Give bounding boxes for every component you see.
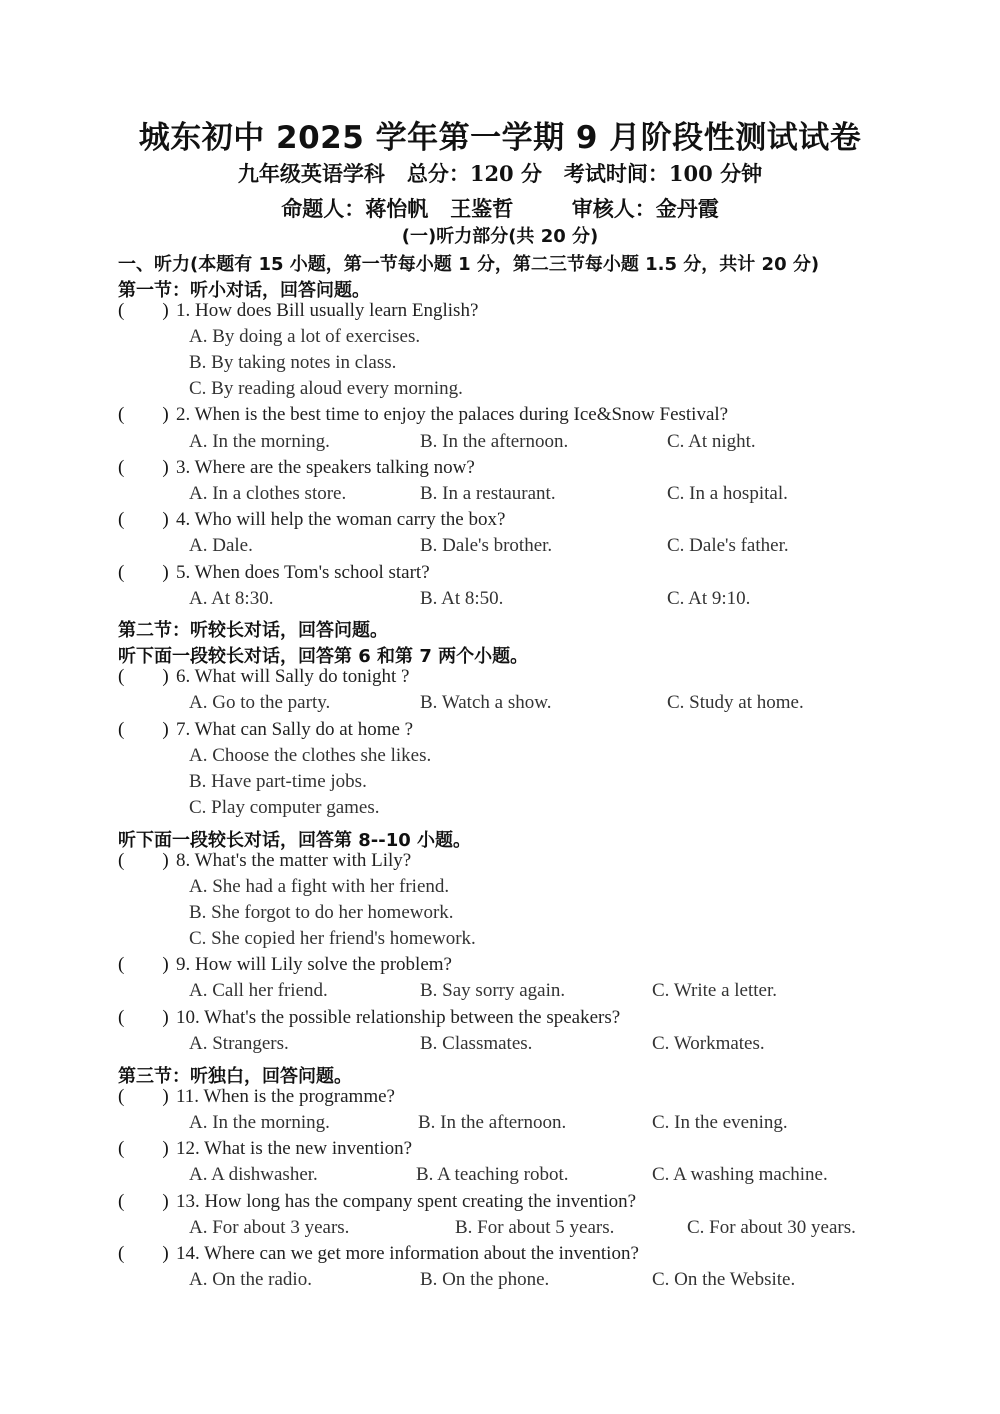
q1-option-c: C. By reading aloud every morning. [189,378,463,399]
q10-option-c: C. Workmates. [652,1033,765,1054]
q14-option-a: A. On the radio. [189,1269,312,1290]
q6-option-b: B. Watch a show. [420,692,552,713]
part-heading: (一)听力部分(共 20 分) [401,226,599,247]
q9-option-a: A. Call her friend. [189,980,328,1001]
q12-option-b: B. A teaching robot. [416,1164,569,1185]
q12-option-c: C. A washing machine. [652,1164,828,1185]
q11-option-b: B. In the afternoon. [418,1112,567,1133]
q1-option-b: B. By taking notes in class. [189,352,397,373]
q3-option-c: C. In a hospital. [667,483,788,504]
q5-option-a: A. At 8:30. [189,588,274,609]
q9-option-b: B. Say sorry again. [420,980,566,1001]
q9-option-c: C. Write a letter. [652,980,777,1001]
q11-option-a: A. In the morning. [189,1112,330,1133]
answer-blank[interactable]: ( ) [118,300,169,321]
subsection-heading-2: 第二节：听较长对话，回答问题。 [118,620,388,641]
question-5: 5. When does Tom's school start? [176,562,430,583]
q8-option-a: A. She had a fight with her friend. [189,876,450,897]
q4-option-b: B. Dale's brother. [420,535,553,556]
q14-option-c: C. On the Website. [652,1269,796,1290]
q3-option-a: A. In a clothes store. [189,483,347,504]
question-10: 10. What's the possible relationship between the speakers? [176,1007,621,1028]
question-8: 8. What's the matter with Lily? [176,850,412,871]
q8-option-b: B. She forgot to do her homework. [189,902,454,923]
q5-option-b: B. At 8:50. [420,588,504,609]
subsection-instruction-2a: 听下面一段较长对话，回答第 6 和第 7 两个小题。 [118,646,529,667]
q11-option-c: C. In the evening. [652,1112,788,1133]
q14-option-b: B. On the phone. [420,1269,550,1290]
subsection-heading-1: 第一节：听小对话，回答问题。 [118,280,370,301]
question-3: 3. Where are the speakers talking now? [176,457,475,478]
answer-blank[interactable]: ( ) [118,1138,169,1159]
q10-option-a: A. Strangers. [189,1033,289,1054]
question-6: 6. What will Sally do tonight ? [176,666,410,687]
answer-blank[interactable]: ( ) [118,666,169,687]
q7-option-c: C. Play computer games. [189,797,380,818]
answer-blank[interactable]: ( ) [118,954,169,975]
q2-option-b: B. In the afternoon. [420,431,569,452]
answer-blank[interactable]: ( ) [118,719,169,740]
answer-blank[interactable]: ( ) [118,1086,169,1107]
answer-blank[interactable]: ( ) [118,1007,169,1028]
section-heading: 一、听力(本题有 15 小题，第一节每小题 1 分，第二三节每小题 1.5 分，共计 20 分) [118,254,820,275]
question-13: 13. How long has the company spent creating the invention? [176,1191,637,1212]
q7-option-b: B. Have part-time jobs. [189,771,367,792]
q5-option-c: C. At 9:10. [667,588,751,609]
answer-blank[interactable]: ( ) [118,1243,169,1264]
question-12: 12. What is the new invention? [176,1138,413,1159]
page-title: 城东初中 2025 学年第一学期 9 月阶段性测试试卷 [138,120,862,156]
q2-option-a: A. In the morning. [189,431,330,452]
answer-blank[interactable]: ( ) [118,457,169,478]
q4-option-a: A. Dale. [189,535,253,556]
answer-blank[interactable]: ( ) [118,562,169,583]
q4-option-c: C. Dale's father. [667,535,789,556]
question-14: 14. Where can we get more information about the invention? [176,1243,639,1264]
q6-option-a: A. Go to the party. [189,692,331,713]
q13-option-a: A. For about 3 years. [189,1217,350,1238]
answer-blank[interactable]: ( ) [118,509,169,530]
question-11: 11. When is the programme? [176,1086,395,1107]
q1-option-a: A. By doing a lot of exercises. [189,326,421,347]
subject-line: 九年级英语学科 总分：120 分 考试时间：100 分钟 [237,161,763,186]
q10-option-b: B. Classmates. [420,1033,533,1054]
question-9: 9. How will Lily solve the problem? [176,954,452,975]
question-2: 2. When is the best time to enjoy the palaces during Ice&Snow Festival? [176,404,729,425]
subsection-instruction-2b: 听下面一段较长对话，回答第 8--10 小题。 [118,830,472,851]
question-1: 1. How does Bill usually learn English? [176,300,479,321]
question-4: 4. Who will help the woman carry the box? [176,509,506,530]
q2-option-c: C. At night. [667,431,756,452]
subsection-heading-3: 第三节：听独白，回答问题。 [118,1066,352,1087]
author-line: 命题人：蒋怡帆 王鉴哲 审核人：金丹霞 [281,196,719,221]
q13-option-c: C. For about 30 years. [687,1217,856,1238]
answer-blank[interactable]: ( ) [118,404,169,425]
q3-option-b: B. In a restaurant. [420,483,556,504]
q6-option-c: C. Study at home. [667,692,804,713]
answer-blank[interactable]: ( ) [118,1191,169,1212]
q13-option-b: B. For about 5 years. [455,1217,615,1238]
q7-option-a: A. Choose the clothes she likes. [189,745,432,766]
q8-option-c: C. She copied her friend's homework. [189,928,476,949]
question-7: 7. What can Sally do at home ? [176,719,414,740]
q12-option-a: A. A dishwasher. [189,1164,318,1185]
answer-blank[interactable]: ( ) [118,850,169,871]
